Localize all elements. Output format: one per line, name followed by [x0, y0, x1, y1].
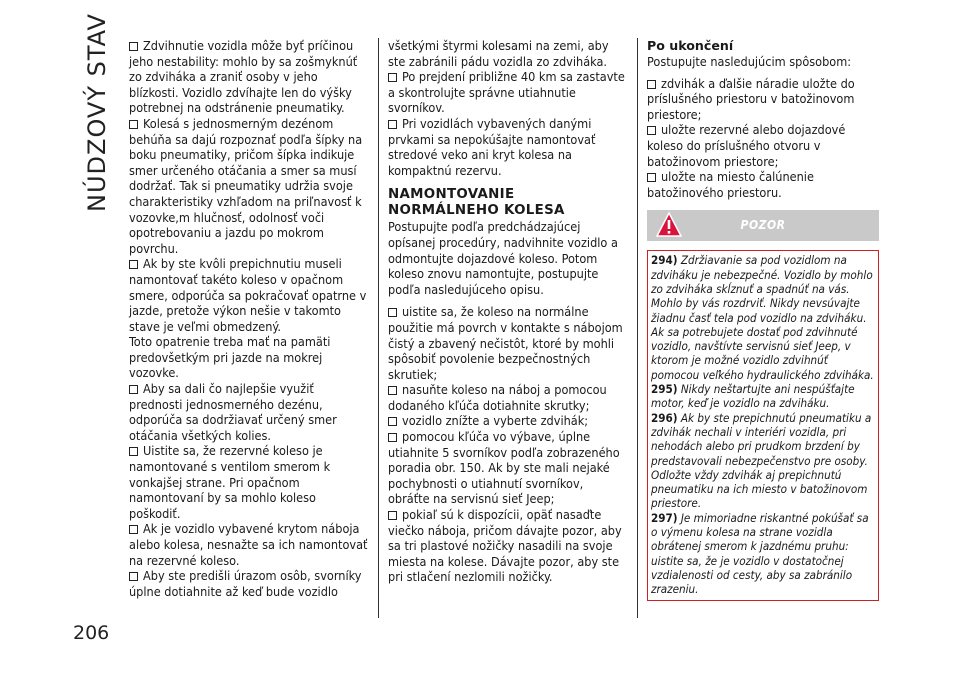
warning-item [651, 511, 875, 597]
warning-item [651, 411, 875, 511]
warning-text: Je mimoriadne riskantné pokúšať sa o výmenu kolesa na strane vozidla obrátenej smerom k jazdnému pruhu: uistite sa, že je vozidlo v dostatočnej vzdialenosti od cesty, aby sa zabránilo zrazeniu. [651, 510, 869, 597]
paragraph: Ak je vozidlo vybavené krytom náboja alebo kolesa, nesnažte sa ich namontovať na rezervné koleso. [129, 521, 368, 568]
paragraph: Uistite sa, že rezervné koleso je namontované s ventilom smerom k vonkajšej strane. Pri opačnom namontovaní by sa mohlo koleso poškodiť. [129, 443, 369, 521]
paragraph: Toto opatrenie treba mať na pamäti predovšetkým pri jazde na mokrej vozovke. [129, 334, 331, 381]
intro-paragraph: Postupujte nasledujúcim spôsobom: [647, 54, 852, 69]
warning-number: 295) [651, 382, 678, 397]
paragraph: Pri vozidlách vybavených danými prvkami sa nepokúšajte namontovať stredové veko ani kryt kolesa na kompaktnú rezervu. [388, 116, 628, 178]
column-divider [378, 38, 379, 618]
column-divider [637, 38, 638, 618]
paragraph: Aby ste predišli úrazom osôb, svorníky úplne dotiahnite až keď bude vozidlo [129, 568, 369, 599]
paragraph: Kolesá s jednosmerným dezénom behúňa sa dajú rozpoznať podľa šípky na boku pneumatiky, pričom šípka indikuje smer určeného otáčania a smer sa musí dodržať. Tak si pneumatiky udržia svoje charakteristiky vzhľadom na priľnavosť k vozovke,m hlučnosť, odolnosť voči opotrebovaniu a jazdu po mokrom povrchu. [129, 116, 369, 256]
step-item: uložte rezervné alebo dojazdové koleso do príslušného otvoru v batožinovom priestore; [647, 122, 879, 169]
column-1 [129, 38, 369, 599]
step-item: pomocou kľúča vo výbave, úplne utiahnite 5 svorníkov podľa zobrazeného poradia obr. 150. Ak by ste mali nejaké pochybnosti o utiahnutí svorníkov, obráťte na servisnú sieť Jeep; [388, 429, 628, 507]
warning-text: Ak by ste prepichnutú pneumatiku a zdvihák nechali v interiéri vozidla, pri nehodách alebo pri prudkom brzdení by predstavovali nebezpečenstvo pre osoby. Odložte vždy zdvihák aj prepichnutú pneumatiku na ich miesto v batožinovom priestore. [651, 410, 872, 511]
section-heading: NAMONTOVANIE NORMÁLNEHO KOLESA [388, 187, 565, 219]
step-item: uistite sa, že koleso na normálne použitie má povrch v kontakte s nábojom čistý a zbavený nečistôt, ktoré by mohli spôsobiť povolenie bezpečnostných skrutiek; [388, 304, 628, 382]
warning-item [651, 382, 875, 411]
paragraph: Ak by ste kvôli prepichnutiu museli namontovať takéto koleso v opačnom smere, odporúča sa pokračovať opatrne v jazde, pretože výkon nešie v takomto stave je veľmi obmedzený. [129, 256, 369, 334]
step-item: uložte na miesto čalúnenie batožinového priestoru. [647, 169, 879, 200]
step-item: nasuňte koleso na náboj a pomocou dodaného kľúča dotiahnite skrutky; [388, 382, 628, 413]
paragraph: Aby sa dali čo najlepšie využiť prednosti jednosmerného dezénu, odporúča sa dodržiavať určený smer otáčania všetkých kolies. [129, 381, 369, 443]
step-item: zdvihák a ďalšie náradie uložte do príslušného priestoru v batožinovom priestore; [647, 76, 879, 123]
step-item: vozidlo znížte a vyberte zdvihák; [388, 413, 628, 429]
warning-box [647, 250, 879, 601]
paragraph: Zdvihnutie vozidla môže byť príčinou jeho nestability: mohlo by sa zošmyknúť zo zdviháka a zraniť osoby v jeho blízkosti. Vozidlo zdvíhajte len do výšky potrebnej na odstránenie pneumatiky. [129, 38, 369, 116]
paragraph: všetkými štyrmi kolesami na zemi, aby ste zabránili pádu vozidla zo zdviháka. [388, 38, 609, 69]
section-title-text: NÚDZOVÝ STAV [83, 13, 111, 212]
paragraph: Po prejdení približne 40 km sa zastavte a skontrolujte správne utiahnutie svorníkov. [388, 69, 628, 116]
warning-label: POZOR [740, 218, 786, 233]
column-3 [647, 38, 879, 601]
warning-text: Zdržiavanie sa pod vozidlom na zdviháku je nebezpečné. Vozidlo by mohlo zo zdviháka skĺznuť a spadnúť na vás. Mohlo by vás rozdrviť. Nikdy nevsúvajte žiadnu časť tela pod vozidlo na zdviháku. Ak sa potrebujete dostať pod zdvihnuté vozidlo, navštívte servisnú sieť Jeep, v ktorom je možné vozidlo zdvihnúť pomocou veľkého hydraulického zdviháka. [651, 253, 874, 382]
column-2 [388, 38, 628, 585]
section-title [77, 13, 117, 212]
warning-number: 296) [651, 410, 678, 425]
step-item: pokiaľ sú k dispozícii, opäť nasaďte viečko náboja, pričom dávajte pozor, aby sa tri plastové nožičky nasadili na svoje miesta na kolese. Dávajte pozor, aby ste pri stlačení nezlomili nožičky. [388, 507, 628, 585]
warning-number: 294) [651, 253, 678, 268]
subheading: Po ukončení [647, 38, 734, 53]
warning-header [647, 210, 879, 241]
intro-paragraph: Postupujte podľa predchádzajúcej opísanej procedúry, nadvihnite vozidlo a odmontujte dojazdové koleso. Potom koleso znovu namontujte, postupujte podľa nasledujúceho opisu. [388, 219, 618, 297]
warning-item [651, 253, 875, 382]
warning-number: 297) [651, 510, 678, 525]
warning-text: Nikdy neštartujte ani nespúšťajte motor, keď je vozidlo na zdviháku. [651, 382, 855, 411]
page-number: 206 [73, 622, 110, 644]
